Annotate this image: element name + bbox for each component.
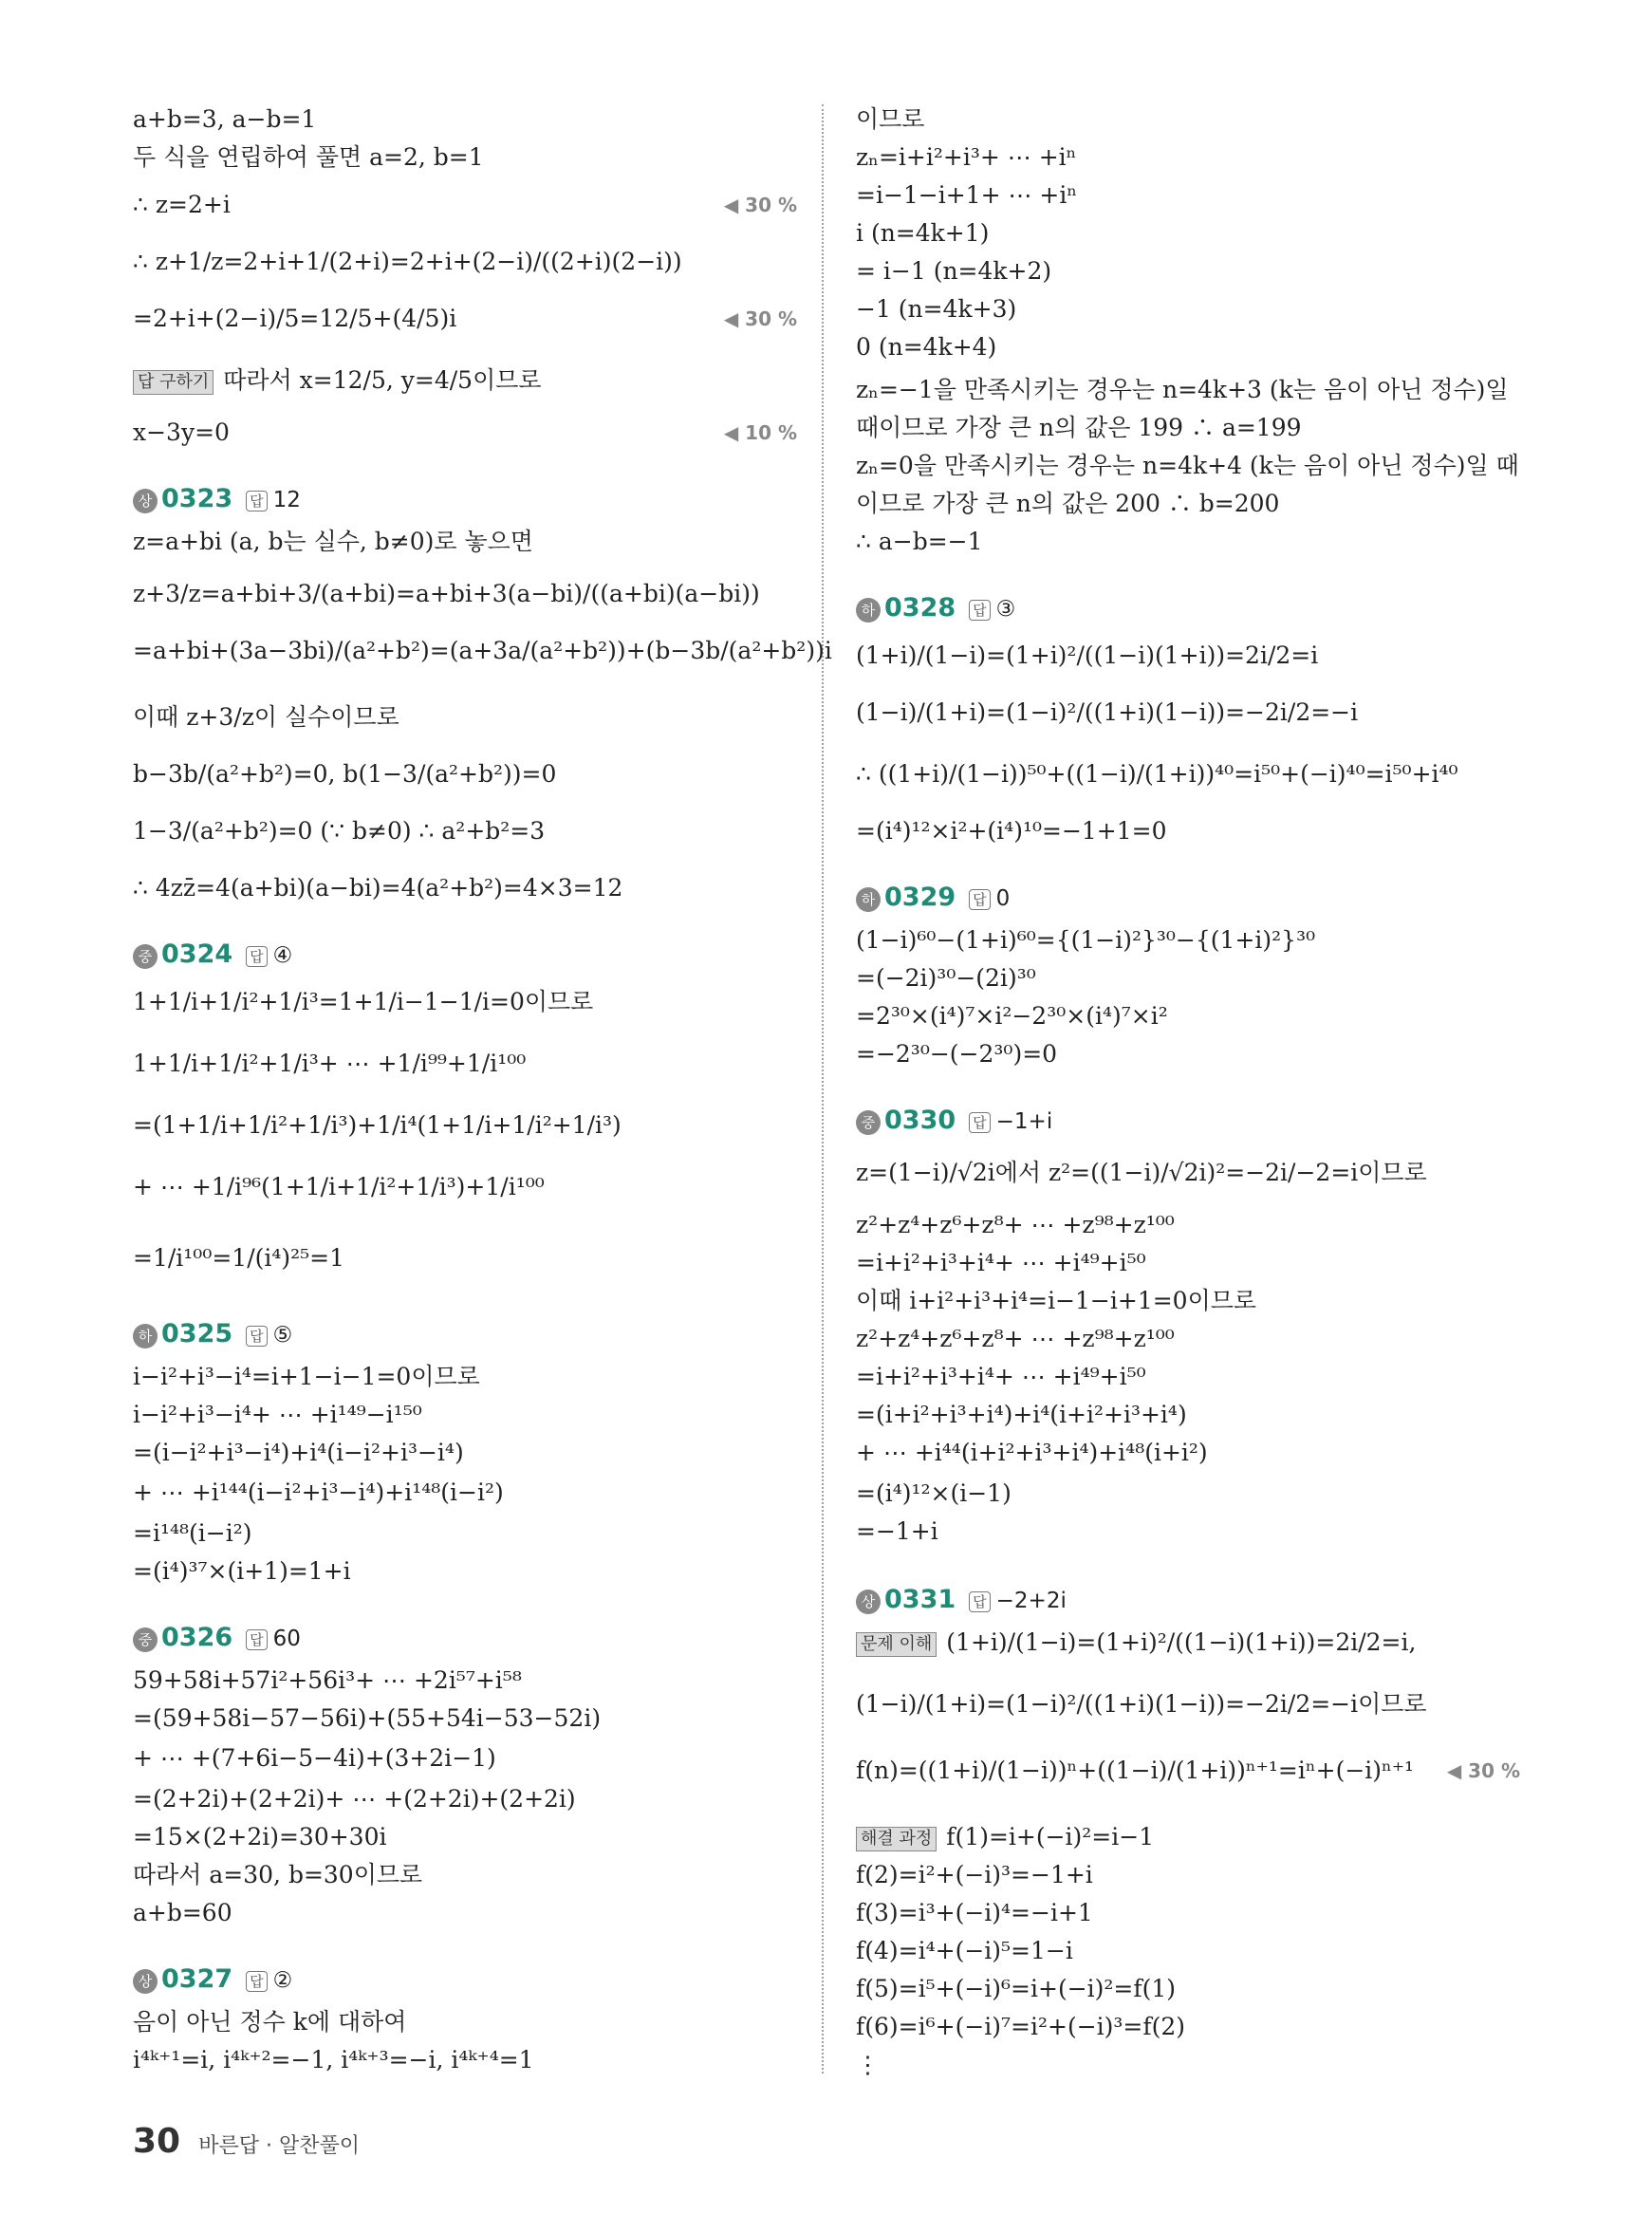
answer-tag: 답 [246, 1629, 268, 1650]
math-text: =(i+i²+i³+i⁴)+i⁴(i+i²+i³+i⁴) [856, 1401, 1187, 1428]
page-footer [133, 2122, 360, 2161]
solution-line [133, 577, 797, 611]
solution-line [133, 416, 797, 450]
math-text: (1+i)/(1−i)=(1+i)²/((1−i)(1+i))=2i/2=i, [946, 1628, 1417, 1656]
math-text: z²+z⁴+z⁶+z⁸+ ⋯ +z⁹⁸+z¹⁰⁰ [856, 1211, 1175, 1238]
math-text: b−3b/(a²+b²)=0, b(1−3/(a²+b²))=0 [133, 760, 557, 788]
math-text: z²+z⁴+z⁶+z⁸+ ⋯ +z⁹⁸+z¹⁰⁰ [856, 1325, 1175, 1352]
difficulty-badge: 중 [133, 944, 158, 969]
solution-line [856, 1284, 1520, 1318]
solution-line [856, 1360, 1520, 1394]
math-text: ∴ z+1/z=2+i+1/(2+i)=2+i+(2−i)/((2+i)(2−i)) [133, 248, 682, 275]
solution-line [856, 487, 1520, 521]
solution-line [133, 1741, 797, 1776]
solution-line [856, 1156, 1520, 1190]
solution-line [856, 411, 1520, 445]
solution-line [133, 1858, 797, 1892]
solution-line [856, 1972, 1520, 2006]
math-text: =(59+58i−57−56i)+(55+54i−53−52i) [133, 1704, 602, 1732]
answer-value: ③ [995, 597, 1016, 622]
math-text: a+b=60 [133, 1899, 232, 1926]
answer-tag: 답 [969, 600, 991, 621]
math-text: i⁴ᵏ⁺¹=i, i⁴ᵏ⁺²=−1, i⁴ᵏ⁺³=−i, i⁴ᵏ⁺⁴=1 [133, 2046, 534, 2074]
answer-tag: 답 [246, 491, 268, 511]
math-text: z=(1−i)/√2i에서 z²=((1−i)/√2i)²=−2i/−2=i이므로 [856, 1159, 1427, 1186]
solution-line [133, 1820, 797, 1854]
math-text: =(i−i²+i³−i⁴)+i⁴(i−i²+i³−i⁴) [133, 1439, 464, 1466]
problem-number: 0329 [884, 883, 956, 912]
math-text: 0 (n=4k+4) [856, 333, 997, 361]
solution-line [856, 1208, 1520, 1242]
math-text: ∴ ((1+i)/(1−i))⁵⁰+((1−i)/(1+i))⁴⁰=i⁵⁰+(−i)⁴⁰=i⁵⁰+i⁴⁰ [856, 760, 1458, 788]
solution-line [133, 2043, 797, 2077]
problem-header [856, 1583, 1520, 1618]
math-text: 음이 아닌 정수 k에 대하여 [133, 2008, 407, 2036]
difficulty-badge: 하 [856, 598, 881, 623]
solution-line [133, 1170, 797, 1204]
solution-line [133, 1896, 797, 1930]
solution-line [133, 1702, 797, 1736]
math-text: (1−i)⁶⁰−(1+i)⁶⁰={(1−i)²}³⁰−{(1+i)²}³⁰ [856, 926, 1316, 954]
math-text: ⋮ [856, 2051, 880, 2078]
score-percent: ◀ 30 % [723, 307, 797, 330]
answer-value: 12 [272, 488, 301, 512]
column-divider [822, 104, 824, 2074]
math-text: =1/i¹⁰⁰=1/(i⁴)²⁵=1 [133, 1244, 345, 1272]
math-text: 59+58i+57i²+56i³+ ⋯ +2i⁵⁷+i⁵⁸ [133, 1666, 522, 1694]
math-text: −1 (n=4k+3) [856, 295, 1017, 323]
math-text: 두 식을 연립하여 풀면 a=2, b=1 [133, 143, 484, 171]
step-tag: 문제 이해 [856, 1632, 937, 1657]
math-text: z=a+bi (a, b는 실수, b≠0)로 놓으면 [133, 528, 533, 555]
math-text: 이때 i+i²+i³+i⁴=i−1−i+1=0이므로 [856, 1287, 1257, 1314]
math-text: z+3/z=a+bi+3/(a+bi)=a+bi+3(a−bi)/((a+bi)(a−bi)) [133, 580, 760, 607]
math-text: f(4)=i⁴+(−i)⁵=1−i [856, 1937, 1073, 1964]
solution-line [856, 449, 1520, 483]
solution-line [856, 1820, 1520, 1854]
math-text: 1+1/i+1/i²+1/i³+ ⋯ +1/i⁹⁹+1/i¹⁰⁰ [133, 1050, 527, 1077]
solution-line [856, 254, 1520, 288]
math-text: 이므로 [856, 105, 925, 133]
math-text: zₙ=i+i²+i³+ ⋯ +iⁿ [856, 143, 1077, 171]
problem-number: 0325 [161, 1319, 233, 1348]
difficulty-badge: 중 [856, 1110, 881, 1135]
math-text: =−2³⁰−(−2³⁰)=0 [856, 1040, 1058, 1068]
solution-line [856, 1246, 1520, 1280]
score-percent: ◀ 30 % [723, 194, 797, 216]
math-text: 이때 z+3/z이 실수이므로 [133, 703, 399, 731]
answer-value: 60 [272, 1627, 301, 1651]
math-text: =i+i²+i³+i⁴+ ⋯ +i⁴⁹+i⁵⁰ [856, 1363, 1146, 1390]
problem-number: 0323 [161, 484, 233, 513]
math-text: f(n)=((1+i)/(1−i))ⁿ+((1−i)/(1+i))ⁿ⁺¹=iⁿ+(−i)ⁿ⁺¹ [856, 1757, 1415, 1784]
solution-line [856, 1515, 1520, 1549]
math-text: i−i²+i³−i⁴=i+1−i−1=0이므로 [133, 1363, 480, 1390]
solution-line [856, 373, 1520, 407]
solution-line [856, 757, 1520, 791]
difficulty-badge: 하 [133, 1324, 158, 1348]
solution-line [856, 961, 1520, 995]
solution-line [856, 1436, 1520, 1470]
solution-line [133, 1108, 797, 1143]
solution-line [133, 188, 797, 222]
solution-line [856, 1687, 1520, 1721]
math-text: f(5)=i⁵+(−i)⁶=i+(−i)²=f(1) [856, 1975, 1177, 2002]
difficulty-badge: 하 [856, 887, 881, 912]
solution-line [856, 525, 1520, 559]
answer-tag: 답 [246, 1971, 268, 1992]
problem-header [133, 938, 797, 973]
answer-value: ④ [272, 943, 293, 968]
math-text: 이므로 가장 큰 n의 값은 200 ∴ b=200 [856, 490, 1280, 517]
math-text: f(2)=i²+(−i)³=−1+i [856, 1861, 1093, 1888]
answer-value: −1+i [995, 1109, 1053, 1134]
math-text: 따라서 x=12/5, y=4/5이므로 [223, 366, 542, 394]
problem-header [133, 1621, 797, 1656]
math-text: 1+1/i+1/i²+1/i³=1+1/i−1−1/i=0이므로 [133, 988, 594, 1015]
problem-header [133, 1962, 797, 1998]
math-text: =(i⁴)¹²×(i−1) [856, 1479, 1012, 1507]
solution-line [133, 102, 797, 137]
math-text: =i+i²+i³+i⁴+ ⋯ +i⁴⁹+i⁵⁰ [856, 1249, 1146, 1276]
math-text: =(2+2i)+(2+2i)+ ⋯ +(2+2i)+(2+2i) [133, 1785, 576, 1813]
problem-number: 0324 [161, 939, 233, 969]
solution-line [133, 757, 797, 791]
problem-number: 0331 [884, 1585, 956, 1614]
math-text: =(−2i)³⁰−(2i)³⁰ [856, 964, 1036, 992]
math-text: =i−1−i+1+ ⋯ +iⁿ [856, 181, 1078, 209]
page-number: 30 [133, 2122, 181, 2161]
solution-line [133, 1664, 797, 1698]
difficulty-badge: 중 [133, 1627, 158, 1652]
solution-line [133, 871, 797, 905]
problem-number: 0330 [884, 1106, 956, 1135]
problem-number: 0328 [884, 593, 956, 623]
math-text: + ⋯ +i⁴⁴(i+i²+i³+i⁴)+i⁴⁸(i+i²) [856, 1439, 1208, 1466]
math-text: zₙ=−1을 만족시키는 경우는 n=4k+3 (k는 음이 아닌 정수)일 [856, 376, 1509, 403]
math-text: 때이므로 가장 큰 n의 값은 199 ∴ a=199 [856, 414, 1302, 441]
step-tag: 해결 과정 [856, 1827, 937, 1851]
answer-value: ⑤ [272, 1323, 293, 1348]
math-text: i−i²+i³−i⁴+ ⋯ +i¹⁴⁹−i¹⁵⁰ [133, 1401, 422, 1428]
answer-value: ② [272, 1968, 293, 1993]
solution-line [856, 639, 1520, 673]
solution-line [856, 178, 1520, 213]
difficulty-badge: 상 [133, 489, 158, 513]
difficulty-badge: 상 [133, 1969, 158, 1994]
solution-line [133, 2005, 797, 2039]
solution-line [856, 1754, 1520, 1788]
solution-line [133, 1554, 797, 1589]
math-text: =15×(2+2i)=30+30i [133, 1823, 387, 1850]
solution-line [133, 1782, 797, 1816]
math-text: (1+i)/(1−i)=(1+i)²/((1−i)(1+i))=2i/2=i [856, 642, 1319, 669]
solution-line [856, 1477, 1520, 1511]
math-text: 따라서 a=30, b=30이므로 [133, 1861, 423, 1888]
solution-line [856, 216, 1520, 251]
solution-line [856, 2048, 1520, 2082]
math-text: =2+i+(2−i)/5=12/5+(4/5)i [133, 305, 457, 332]
solution-line [856, 140, 1520, 175]
math-text: ∴ a−b=−1 [856, 528, 983, 555]
math-text: =(i⁴)¹²×i²+(i⁴)¹⁰=−1+1=0 [856, 817, 1167, 845]
difficulty-badge: 상 [856, 1590, 881, 1614]
problem-number: 0327 [161, 1964, 233, 1994]
solution-line [133, 363, 797, 398]
solution-line [856, 1934, 1520, 1968]
solution-line [133, 1476, 797, 1510]
answer-tag: 답 [969, 889, 991, 910]
problem-number: 0326 [161, 1623, 233, 1652]
answer-value: −2+2i [995, 1589, 1067, 1613]
solution-line [133, 1516, 797, 1551]
solution-line [856, 1896, 1520, 1930]
answer-tag: 답 [969, 1112, 991, 1133]
math-text: = i−1 (n=4k+2) [856, 257, 1052, 285]
answer-tag: 답 [246, 1326, 268, 1347]
solution-line [856, 814, 1520, 848]
math-text: a+b=3, a−b=1 [133, 105, 317, 133]
math-text: (1−i)/(1+i)=(1−i)²/((1+i)(1−i))=−2i/2=−i이므로 [856, 1690, 1427, 1718]
score-percent: ◀ 30 % [1446, 1759, 1520, 1782]
problem-header [133, 1317, 797, 1352]
solution-line [856, 1398, 1520, 1432]
math-text: + ⋯ +1/i⁹⁶(1+1/i+1/i²+1/i³)+1/i¹⁰⁰ [133, 1173, 545, 1200]
math-text: f(6)=i⁶+(−i)⁷=i²+(−i)³=f(2) [856, 2013, 1186, 2040]
solution-line [133, 1047, 797, 1081]
solution-line [856, 2010, 1520, 2044]
answer-tag: 답 [969, 1591, 991, 1612]
solution-line [856, 330, 1520, 364]
problem-header [856, 1104, 1520, 1139]
math-text: =i¹⁴⁸(i−i²) [133, 1519, 252, 1547]
problem-header [856, 881, 1520, 916]
step-tag: 답 구하기 [133, 370, 213, 395]
math-text: =a+bi+(3a−3bi)/(a²+b²)=(a+3a/(a²+b²))+(b−3b/(a²+b²))i [133, 637, 832, 664]
math-text: x−3y=0 [133, 418, 230, 446]
math-text: =2³⁰×(i⁴)⁷×i²−2³⁰×(i⁴)⁷×i² [856, 1002, 1168, 1030]
problem-header [856, 591, 1520, 626]
math-text: f(1)=i+(−i)²=i−1 [946, 1823, 1155, 1850]
math-text: =(i⁴)³⁷×(i+1)=1+i [133, 1557, 351, 1585]
answer-tag: 답 [246, 946, 268, 967]
math-text: ∴ z=2+i [133, 191, 231, 218]
score-percent: ◀ 10 % [723, 421, 797, 444]
math-text: =−1+i [856, 1517, 938, 1545]
solution-line [856, 1858, 1520, 1892]
solution-line [133, 985, 797, 1019]
solution-line [856, 923, 1520, 958]
math-text: 1−3/(a²+b²)=0 (∵ b≠0) ∴ a²+b²=3 [133, 817, 546, 845]
math-text: (1−i)/(1+i)=(1−i)²/((1+i)(1−i))=−2i/2=−i [856, 698, 1359, 726]
math-text: =(1+1/i+1/i²+1/i³)+1/i⁴(1+1/i+1/i²+1/i³) [133, 1111, 622, 1139]
math-text: i (n=4k+1) [856, 219, 990, 247]
solution-line [133, 700, 797, 735]
math-text: + ⋯ +(7+6i−5−4i)+(3+2i−1) [133, 1744, 496, 1772]
solution-line [133, 814, 797, 848]
solution-line [133, 302, 797, 336]
answer-value: 0 [995, 886, 1011, 911]
solution-line [856, 102, 1520, 137]
solution-line [856, 1626, 1520, 1660]
problem-header [133, 482, 797, 517]
footer-label: 바른답 · 알찬풀이 [198, 2134, 360, 2158]
solution-line [133, 1436, 797, 1470]
solution-line [856, 1037, 1520, 1071]
solution-line [856, 696, 1520, 730]
solution-line [856, 999, 1520, 1033]
solution-line [133, 1360, 797, 1394]
solution-line [133, 634, 832, 668]
math-text: + ⋯ +i¹⁴⁴(i−i²+i³−i⁴)+i¹⁴⁸(i−i²) [133, 1478, 504, 1506]
solution-line [133, 245, 797, 279]
solution-line [133, 525, 797, 559]
solution-line [856, 1322, 1520, 1356]
solution-line [856, 292, 1520, 326]
solution-line [133, 140, 797, 175]
solution-line [133, 1241, 797, 1275]
math-text: f(3)=i³+(−i)⁴=−i+1 [856, 1899, 1093, 1926]
solution-line [133, 1398, 797, 1432]
math-text: zₙ=0을 만족시키는 경우는 n=4k+4 (k는 음이 아닌 정수)일 때 [856, 452, 1519, 479]
math-text: ∴ 4zz̄=4(a+bi)(a−bi)=4(a²+b²)=4×3=12 [133, 874, 623, 902]
